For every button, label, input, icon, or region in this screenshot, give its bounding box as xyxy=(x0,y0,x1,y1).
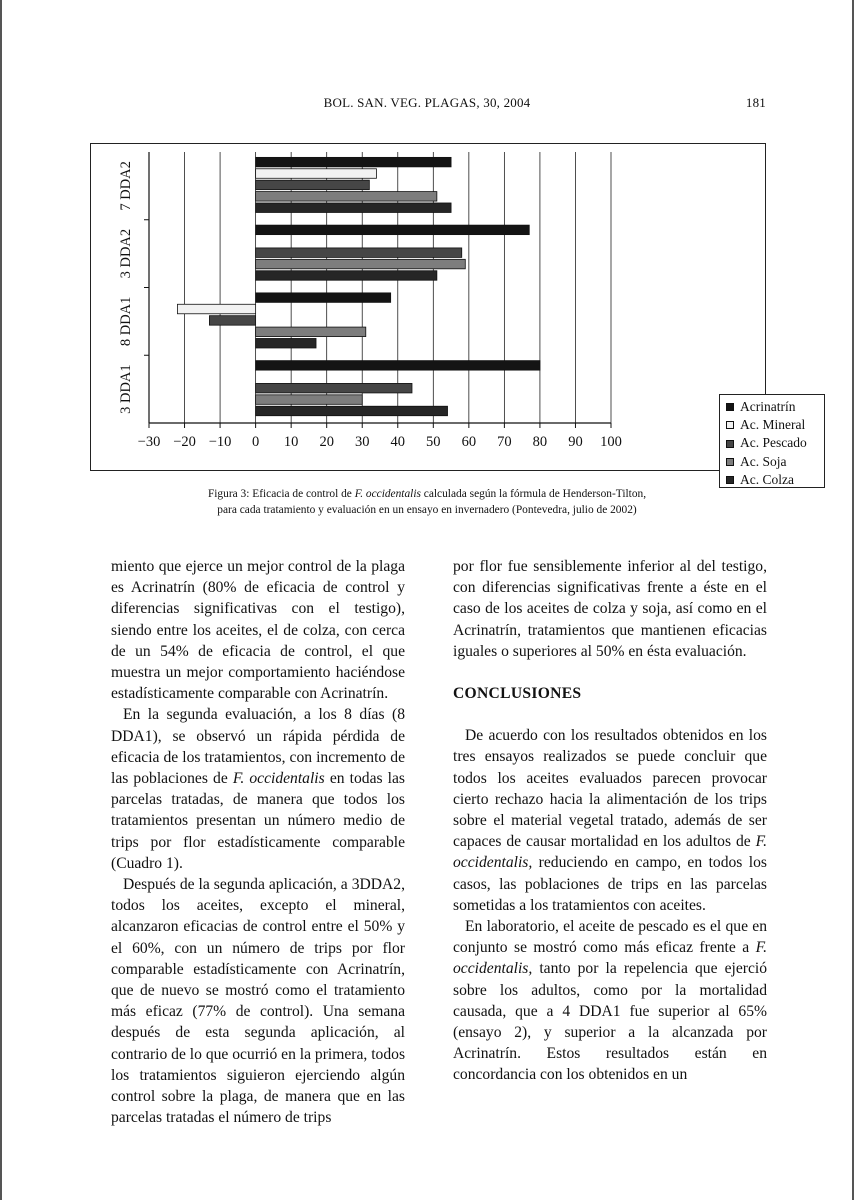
x-tick-label: −10 xyxy=(208,434,232,450)
caption-species: F. occidentalis xyxy=(354,488,421,500)
category-label: 7 DDA2 xyxy=(118,161,134,211)
bar-ac-mineral-7-dda2 xyxy=(256,169,377,179)
paragraph xyxy=(453,916,767,1086)
journal-title: BOL. SAN. VEG. PLAGAS, 30, 2004 xyxy=(323,95,531,110)
bar-ac-colza-7-dda2 xyxy=(256,203,451,213)
x-tick-label: 90 xyxy=(568,434,583,450)
paragraph xyxy=(111,704,405,874)
legend-item-acrinatrin xyxy=(726,398,824,416)
legend-label-pescado: Ac. Pescado xyxy=(740,435,807,451)
bar-ac-soja-8-dda1 xyxy=(256,327,366,337)
bar-acrinatr-n-7-dda2 xyxy=(256,157,451,167)
section-heading-conclusiones: CONCLUSIONES xyxy=(453,685,582,703)
legend-item-soja xyxy=(726,453,824,471)
legend-swatch-soja xyxy=(726,458,734,466)
caption-line2: para cada tratamiento y evaluación en un ensayo en invernadero (Pontevedra, julio de 2002) xyxy=(217,503,637,516)
x-tick-label: 20 xyxy=(319,434,334,450)
bar-ac-soja-7-dda2 xyxy=(256,192,437,202)
species-name: F. occidentalis, xyxy=(453,939,767,978)
species-name: F. occidentalis, xyxy=(453,833,767,872)
x-tick-label: 50 xyxy=(426,434,441,450)
right-column xyxy=(453,556,767,1086)
bar-acrinatr-n-3-dda2 xyxy=(256,225,530,235)
caption-prefix: Figura 3: Eficacia de control de xyxy=(207,488,355,500)
legend-item-pescado xyxy=(726,434,824,452)
category-label: 8 DDA1 xyxy=(118,296,134,347)
x-tick-label: 0 xyxy=(251,434,260,450)
species-name: F. occidentalis xyxy=(232,770,325,788)
bar-ac-soja-3-dda2 xyxy=(256,259,466,269)
figure-caption xyxy=(110,487,744,518)
paragraph xyxy=(453,725,767,916)
legend-label-acrinatrin: Acrinatrín xyxy=(740,399,796,414)
legend-item-mineral xyxy=(726,416,824,434)
legend-swatch-colza xyxy=(726,476,734,484)
left-column xyxy=(111,556,405,1128)
bar-ac-pescado-3-dda2 xyxy=(256,248,462,257)
paragraph-text: En la segunda evaluación, a los 8 días (8 DDA1), se observó un rápida pérdida de eficacia de los tratamientos, con incremento de las poblaciones de xyxy=(111,706,405,788)
legend-swatch-pescado xyxy=(726,440,734,448)
bar-ac-colza-8-dda1 xyxy=(256,338,316,348)
bar-acrinatr-n-3-dda1 xyxy=(256,361,540,371)
bar-acrinatr-n-8-dda1 xyxy=(256,293,391,303)
figure-3 xyxy=(90,143,807,487)
paragraph: por flor fue sensiblemente inferior al del testigo, con diferencias significativas frente a éste en el caso de los aceites de colza y soja, así como en el Acrinatrín, tratamientos que mantienen eficacias iguales o superiores al 50% en ésta evaluación. xyxy=(453,558,767,660)
efficacy-bar-chart xyxy=(91,144,767,472)
paragraph: Después de la segunda aplicación, a 3DDA2, todos los aceites, excepto el mineral, alcanzaron eficacias de control entre el 50% y el 60%, con un número de trips por flor comparable estadísticamente con Acrinatrín, que de nuevo se mostró como el tratamiento más eficaz (77% de control). Una semana después de esta segunda aplicación, al contrario de lo que ocurrió en la primera, todos los tratamientos siguieron ejerciendo algún control sobre la plaga, de manera que en las parcelas tratadas el número de trips xyxy=(111,876,406,1127)
x-tick-label: 40 xyxy=(390,434,406,450)
x-tick-label: −20 xyxy=(173,434,196,450)
chart-legend xyxy=(719,394,825,488)
x-tick-label: 30 xyxy=(354,434,370,450)
category-label: 3 DDA1 xyxy=(118,364,134,414)
x-tick-label: 70 xyxy=(497,434,512,450)
x-tick-label: 80 xyxy=(532,434,548,450)
paragraph-text: reduciendo en campo, en todos los casos, las poblaciones de trips en las parcelas sometidas a los tratamientos con aceites. xyxy=(453,854,767,914)
paragraph: miento que ejerce un mejor control de la plaga es Acrinatrín (80% de eficacia de control y diferencias significativas con el testigo), siendo entre los aceites, el de colza, con cerca de un 54% de eficacia de control, el que muestra un mejor comportamiento haciéndose estadísticamente comparable con Acrinatrín. xyxy=(111,558,405,703)
running-head xyxy=(0,95,854,113)
x-tick-label: −30 xyxy=(137,434,161,450)
paragraph-text: tanto por la repelencia que ejerció sobre los adultos, como por la mortalidad causada, que a 4 DDA1 fue superior al 65% (ensayo 2), y superior a la alcanzada por Acrinatrín. Estos resultados están en concordancia con los obtenidos en un xyxy=(453,960,767,1084)
x-tick-label: 100 xyxy=(600,434,622,450)
legend-swatch-acrinatrin xyxy=(726,403,734,411)
legend-label-colza: Ac. Colza xyxy=(740,471,794,487)
x-tick-label: 60 xyxy=(461,434,477,450)
legend-label-mineral: Ac. Mineral xyxy=(740,417,806,433)
caption-line1-rest: calculada según la fórmula de Henderson-Tilton, xyxy=(420,488,647,500)
bar-ac-colza-3-dda1 xyxy=(256,406,448,416)
bar-ac-soja-3-dda1 xyxy=(256,395,363,405)
bar-ac-pescado-3-dda1 xyxy=(256,383,412,393)
page-number: 181 xyxy=(745,95,766,110)
bar-ac-pescado-7-dda2 xyxy=(256,180,370,190)
page-edge-left xyxy=(0,0,2,1200)
bar-ac-colza-3-dda2 xyxy=(256,271,437,281)
bar-ac-mineral-8-dda1 xyxy=(177,304,255,314)
x-tick-label: 10 xyxy=(283,434,299,450)
paragraph-text: De acuerdo con los resultados obtenidos en los tres ensayos realizados se puede concluir que todos los aceites evaluados parecen provocar cierto rechazo hacia la alimentación de los trips sobre el material vegetal tratado, además de ser capaces de causar mortalidad en los adultos de xyxy=(453,727,767,851)
legend-swatch-mineral xyxy=(726,421,734,429)
category-label: 3 DDA2 xyxy=(118,228,134,279)
legend-label-soja: Ac. Soja xyxy=(740,453,787,469)
paragraph-text: En laboratorio, el aceite de pescado es el que en conjunto se mostró como más eficaz frente a xyxy=(453,918,767,957)
paragraph-text: en todas las parcelas tratadas, de manera que todos los tratamientos presentan un número medio de trips por flor estadísticamente comparable (Cuadro 1). xyxy=(111,770,405,872)
bar-ac-pescado-8-dda1 xyxy=(209,316,255,326)
